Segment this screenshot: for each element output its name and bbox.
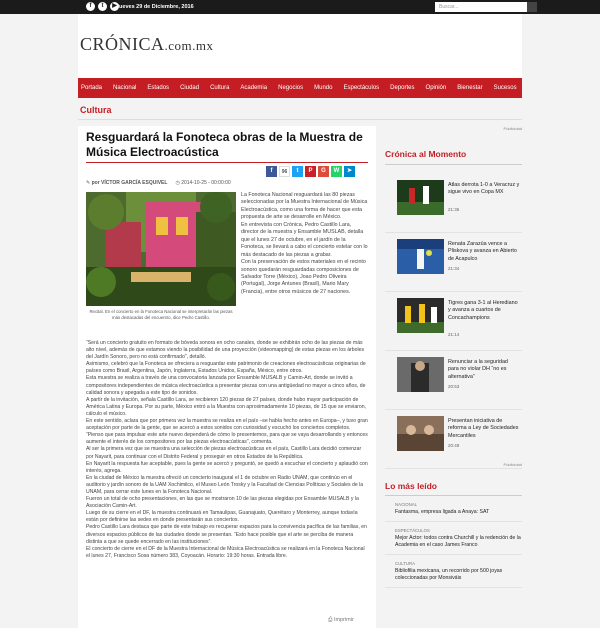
- item-title: Fantasma, empresa ligada a Anaya: SAT: [395, 509, 490, 515]
- youtube-icon[interactable]: ▶: [110, 2, 119, 11]
- facebook-icon[interactable]: f: [86, 2, 95, 11]
- ad-label: Publicidad: [503, 462, 522, 467]
- logo-main: CRÓNICA: [80, 34, 165, 54]
- paragraph: En Nayarit la respuesta fue aceptable, pues la gente se acercó y preguntó, se quedó a escuchar el concierto y aplaudió con interés, agrega.: [86, 460, 368, 474]
- list-item[interactable]: [385, 351, 522, 410]
- news-thumbnail[interactable]: [397, 239, 444, 274]
- paragraph: Esta muestra se realiza a través de una convocatoria lanzada por Ensamble MUSALB y Camin-Art, donde se invitó a compositores independientes de música electroacústica a presentar piezas con una antigüedad no mayor a cinco años, de calidad sonora y apegada a este tipo de sonidos.: [86, 375, 366, 396]
- nav-item[interactable]: Estados: [147, 85, 170, 91]
- current-date: Jueves 29 de Diciembre, 2016: [116, 4, 194, 10]
- article-photo-drawing: [86, 192, 236, 306]
- paragraph: “Será un concierto gratuito en formato de bóveda sonora en ocho canales, donde se exhibirán ocho de las piezas de más alto nivel, además de que estamos viendo la posibilidad de una proyección (videomapping) de estas piezas en los árboles del Jardín Sonoro, pero no está confirmado”, detalló.: [86, 340, 365, 361]
- nav-item[interactable]: Espectáculos: [343, 85, 380, 91]
- user-icon: ✎: [86, 180, 92, 186]
- section-title[interactable]: Cultura: [80, 105, 112, 115]
- news-thumbnail[interactable]: [397, 357, 444, 392]
- news-thumbnail[interactable]: [397, 298, 444, 333]
- paragraph: A partir de la invitación, señala Castillo Lara, se recibieron 120 piezas de 27 países, donde hubo mayor participación de América Latina y Europa. Por su parte, México entró a la Muestra con aproximadamente 10 piezas, de 15 que se enviaron, cálculo el músico.: [86, 396, 367, 417]
- news-thumbnail[interactable]: [397, 180, 444, 215]
- list-item[interactable]: [385, 174, 522, 233]
- news-title: Presentan iniciativa de reforma a Ley de Sociedades Mercantiles: [448, 418, 519, 439]
- paragraph: En este sentido, aclara que por primera vez la muestra se realiza en el país –se había hecho antes en Europa–, y tuvo gran aceptación por parte de la gente, que se acercó a estos sonidos con curiosidad y escuchó los conciertos completos.: [86, 418, 368, 432]
- paragraph: “Pienso que para impulsar este arte nuevo dependerá de cómo lo presentemos, para que se vaya desarrollando y entonces aumente el interés de los compositores por las piezas electroacústicas”, comenta.: [86, 432, 368, 446]
- print-button[interactable]: [328, 617, 354, 624]
- news-title: Renunciar a la seguridad para no violar DH “no es alternativa”: [448, 359, 508, 380]
- list-item[interactable]: [385, 410, 522, 469]
- paragraph: Asimismo, celebró que la Fonoteca se ofreciera a resguardar este patrimonio de creaciones electroacústicas originarias de países como Brasil, Argentina, Japón, Inglaterra, Estados Unidos, España, México, entre otros.: [86, 361, 366, 375]
- clock-icon: ◷: [175, 180, 182, 186]
- item-category: CULTURA: [395, 561, 415, 566]
- nav-item[interactable]: Cultura: [210, 85, 230, 91]
- article-intro: [241, 192, 369, 296]
- article-body: [86, 340, 370, 560]
- divider: [86, 162, 368, 163]
- article: [78, 126, 376, 628]
- top-bar: [0, 0, 600, 14]
- pinterest-share-icon[interactable]: P: [305, 166, 316, 177]
- sidebar: [385, 126, 522, 165]
- news-time: 20:49: [448, 443, 460, 448]
- divider: [78, 119, 522, 120]
- site-logo[interactable]: [80, 34, 214, 55]
- paragraph: El concierto de cierre en el DF de la Muestra Internacional de Música Electroacústica se realizará en la Fonoteca Nacional el lunes 27, Francisco Sosa número 383, Coyoacán. Horario: 19:30 horas. Entrada libre.: [86, 545, 365, 559]
- paragraph: La Fonoteca Nacional resguardará las 80 piezas seleccionadas por la Muestra Internacional de Música Electroacústica, como una forma de hacer que esta propuesta de arte se desarrolle en México.: [241, 192, 368, 221]
- list-item[interactable]: [385, 555, 522, 588]
- list-item[interactable]: [385, 522, 522, 555]
- nav-item[interactable]: Deportes: [390, 85, 415, 91]
- googleplus-share-icon[interactable]: G: [318, 166, 329, 177]
- news-title: Renata Zarazúa vence a Pliskova y avanza en Abierto de Acapulco: [448, 241, 517, 262]
- section-header: [78, 105, 522, 119]
- news-title: Atlas derrota 1-0 a Veracruz y sigue vivo en Copa MX: [448, 182, 520, 196]
- social-links: [86, 2, 119, 11]
- paragraph: Al ser la primera vez que se muestra una selección de piezas electroacústicas en el país, Castillo Lara decidió comenzar por Nayarit, para continuar con el Distrito Federal y proseguir en otros Estados de la República.: [86, 446, 362, 460]
- news-list: [385, 174, 522, 469]
- paragraph: Fueron un total de ocho presentaciones, en las que se mostraron 10 de las piezas elegidas por Ensamble MUSALB y la Asociación Camin-Art.: [86, 496, 359, 510]
- most-read: [385, 462, 522, 588]
- photo-caption: Recital. En el concierto en la Fonoteca Nacional se interpretarán las piezas más destacadas del encuentro, dice Pedro Castillo.: [89, 309, 233, 320]
- nav-item[interactable]: Negocios: [278, 85, 304, 91]
- news-thumbnail[interactable]: [397, 416, 444, 451]
- nav-item[interactable]: Sucesos: [493, 85, 517, 91]
- nav-item[interactable]: Ciudad: [180, 85, 200, 91]
- paragraph: En entrevista con Crónica, Pedro Castillo Lara, director de la muestra y Ensamble MUSLAB, detalla que el lunes 27 de octubre, en el jardín de la Fonoteca, se llevará a cabo el concierto estelar con lo más destacado de las piezas a grabar.: [241, 221, 368, 258]
- paragraph: Pedro Castillo Lara destaca que parte de este trabajo es recuperar espacios para la convivencia pacífica de las familias, en diversos espacios públicos de las ciudades donde se presentan. “Esto hace posible que el arte se perciba de manera distinta a que se quede encerrado en las instituciones”.: [86, 524, 367, 545]
- masleido-title: Lo más leído: [385, 481, 437, 491]
- article-photo[interactable]: [86, 192, 236, 306]
- list-item[interactable]: [385, 292, 522, 351]
- list-item[interactable]: [385, 496, 522, 522]
- news-time: 21:34: [448, 266, 460, 271]
- nav-item[interactable]: Academia: [240, 85, 268, 91]
- telegram-share-icon[interactable]: ➤: [344, 166, 355, 177]
- main-nav: [78, 78, 522, 98]
- news-time: 21:36: [448, 207, 460, 212]
- nav-item[interactable]: Mundo: [314, 85, 333, 91]
- paragraph: En la ciudad de México la muestra ofreció un concierto inaugural el 1 de octubre en Radio UNAM, que continúo en el auditorio y jardín sonoro de la UAM Xochimilco, el Museo León Trosky y la Facultad de Ciencias Políticas y Sociales de la UNAM, para cerrar este lunes en la Fonoteca Nacional.: [86, 474, 364, 495]
- item-category: NACIONAL: [395, 502, 417, 507]
- nav-item[interactable]: Opinión: [425, 85, 447, 91]
- nav-item[interactable]: Portada: [81, 85, 103, 91]
- paragraph: Luego de su cierre en el DF, la muestra continuará en Tamaulipas, Guanajuato, Querétaro y Monterrey, aunque todavía están por definirse las sedes en donde presentarán sus conciertos.: [86, 510, 358, 524]
- news-time: 20:53: [448, 384, 460, 389]
- printer-icon: ⎙: [328, 617, 334, 623]
- twitter-share-icon[interactable]: t: [292, 166, 303, 177]
- logo-suffix: .com.mx: [164, 38, 214, 53]
- news-title: Tigres gana 3-1 al Herediano y avanza a cuartos de Concachampions: [448, 300, 518, 321]
- author: por VÍCTOR GARCÍA ESQUIVEL: [91, 180, 168, 186]
- facebook-share-icon[interactable]: f: [266, 166, 277, 177]
- author-row: [86, 180, 167, 186]
- divider: [385, 164, 522, 165]
- search-button[interactable]: [527, 2, 537, 12]
- article-date: 2014-10-25 - 00:00:00: [181, 180, 231, 186]
- momento-title[interactable]: Crónica al Momento: [385, 149, 467, 159]
- article-title: Resguardará la Fonoteca obras de la Muestra de Música Electroacústica: [86, 130, 363, 159]
- site-header: [78, 14, 522, 78]
- ad-label: Publicidad: [503, 126, 522, 131]
- nav-item[interactable]: Bienestar: [457, 85, 483, 91]
- date-row: [175, 180, 230, 186]
- paragraph: Con la preservación de estos materiales en el recinto sonoro quedarán resguardadas composiciones de Salvador Torre (México), Joao Pedro Oliveira (Portugal), Jorge Antunes (Brasil), Mario Mary (Francia), entre otros músicos de 27 naciones.: [241, 259, 366, 295]
- print-label: Imprimir: [333, 617, 354, 623]
- nav-item[interactable]: Nacional: [113, 85, 137, 91]
- item-title: Bibliofilia mexicana, un recorrido por 500 joyas coleccionadas por Monsiváis: [395, 568, 503, 581]
- item-category: ESPECTÁCULOS: [395, 528, 430, 533]
- item-title: Mejor Actor: todos contra Churchill y la redención de la Academia en el caso James Franco: [395, 535, 521, 548]
- article-meta: [86, 180, 231, 186]
- news-time: 21:14: [448, 332, 460, 337]
- twitter-icon[interactable]: t: [98, 2, 107, 11]
- share-count: 96: [279, 166, 290, 177]
- search-input[interactable]: Buscar...: [435, 2, 527, 12]
- share-bar: [266, 166, 355, 177]
- list-item[interactable]: [385, 233, 522, 292]
- whatsapp-share-icon[interactable]: W: [331, 166, 342, 177]
